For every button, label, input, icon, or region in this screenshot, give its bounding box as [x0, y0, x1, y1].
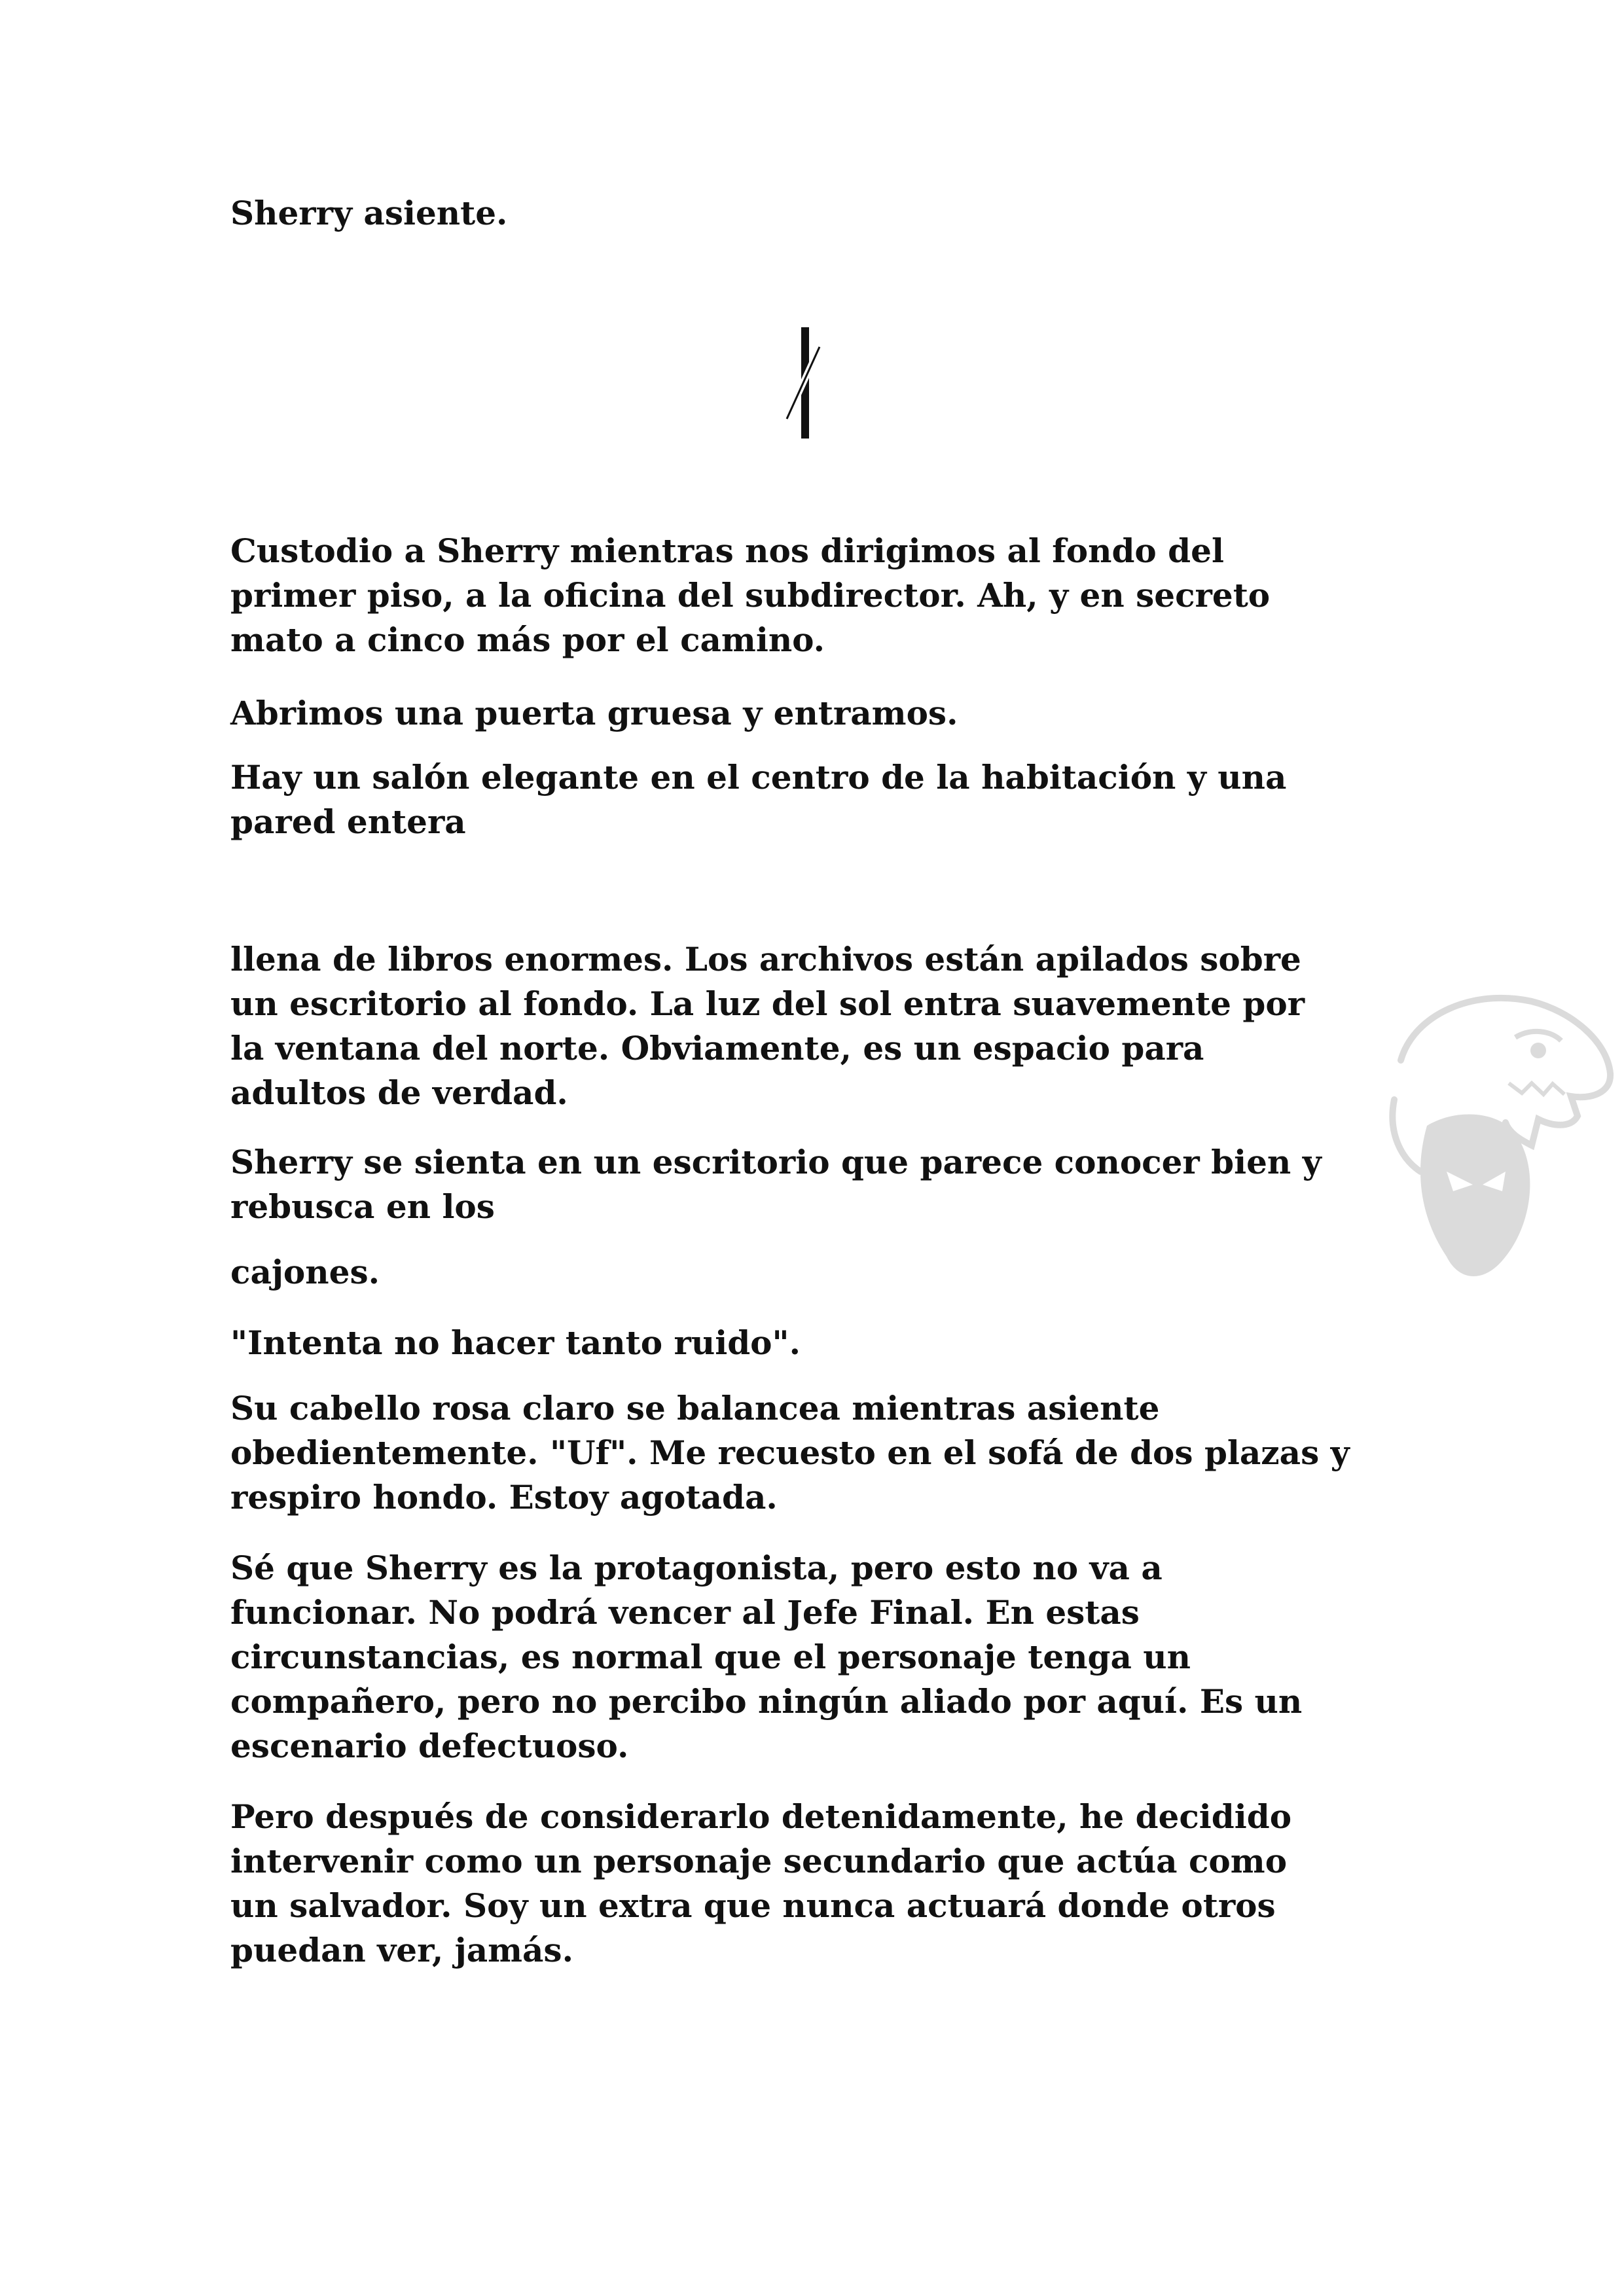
- paragraph-11: Pero después de considerarlo detenidamente, he decidido intervenir como un personaje secundario que actúa como un salvador. Soy un extra que nunca actuará donde otros puedan ver, jamás.: [230, 1797, 1292, 1969]
- paragraph-10: Sé que Sherry es la protagonista, pero esto no va a funcionar. No podrá vencer al Jefe Final. En estas circunstancias, es normal que el personaje tenga un compañero, pero no percibo ningún aliado por aquí. Es un escenario defectuoso.: [230, 1549, 1303, 1765]
- paragraph-2: Custodio a Sherry mientras nos dirigimos al fondo del primer piso, a la oficina del subdirector. Ah, y en secreto mato a cinco más por el camino.: [230, 531, 1271, 659]
- paragraph-3: Abrimos una puerta gruesa y entramos.: [230, 694, 958, 732]
- paragraph-4: Hay un salón elegante en el centro de la habitación y una pared entera: [230, 758, 1287, 841]
- paragraph-7: cajones.: [230, 1253, 380, 1291]
- paragraph-8: "Intenta no hacer tanto ruido".: [230, 1323, 801, 1362]
- paragraph-9: Su cabello rosa claro se balancea mientras asiente obedientemente. "Uf". Me recuesto en el sofá de dos plazas y respiro hondo. Estoy agotada.: [230, 1389, 1350, 1516]
- paragraph-5: llena de libros enormes. Los archivos están apilados sobre un escritorio al fondo. La luz del sol entra suavemente por la ventana del norte. Obviamente, es un espacio para adultos de verdad.: [230, 940, 1305, 1112]
- paragraph-6: Sherry se sienta en un escritorio que parece conocer bien y rebusca en los: [230, 1143, 1322, 1226]
- slashed-bar-icon: [779, 321, 831, 445]
- dinosaur-skull-watermark-icon: [1375, 975, 1617, 1289]
- paragraph-1: Sherry asiente.: [230, 194, 508, 232]
